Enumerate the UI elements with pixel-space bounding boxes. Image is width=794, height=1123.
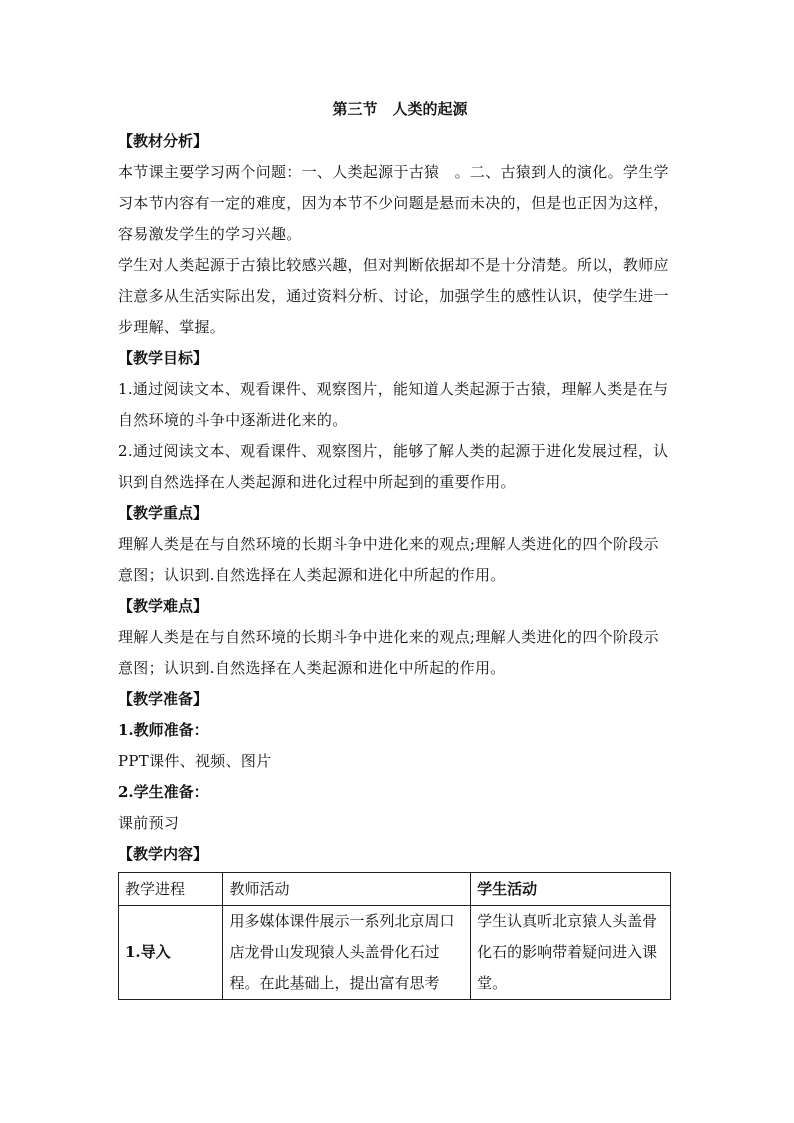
row-teacher-activity: 用多媒体课件展示一系列北京周口店龙骨山发现猿人头盖骨化石过程。在此基础上，提出富有思考 xyxy=(223,906,471,1000)
heading-preparation: 【教学准备】 xyxy=(118,690,209,708)
heading-goals: 【教学目标】 xyxy=(118,349,209,367)
lesson-title: 第三节 人类的起源 xyxy=(332,100,468,118)
key-points-text: 理解人类是在与自然环境的长期斗争中进化来的观点;理解人类进化的四个阶段示意图；认识到.自然选择在人类起源和进化中所起的作用。 xyxy=(118,535,659,584)
heading-key-points: 【教学重点】 xyxy=(118,504,209,522)
student-prep-text: 课前预习 xyxy=(118,814,180,832)
header-student: 学生活动 xyxy=(471,873,671,906)
row-student-activity: 学生认真听北京猿人头盖骨化石的影响带着疑问进入课堂。 xyxy=(471,906,671,1000)
analysis-paragraph-1: 本节课主要学习两个问题：一、人类起源于古猿 。二、古猿到人的演化。学生学习本节内容有一定的难度，因为本节不少问题是悬而未决的，但是也正因为这样，容易激发学生的学习兴趣。 xyxy=(118,163,669,243)
goal-2: 2.通过阅读文本、观看课件、观察图片，能够了解人类的起源于进化发展过程，认识到自然选择在人类起源和进化过程中所起到的重要作用。 xyxy=(118,442,669,491)
analysis-paragraph-2: 学生对人类起源于古猿比较感兴趣，但对判断依据却不是十分清楚。所以，教师应注意多从生活实际出发，通过资料分析、讨论，加强学生的感性认识，使学生进一步理解、掌握。 xyxy=(118,256,669,336)
row-stage: 1.导入 xyxy=(119,906,223,1000)
teacher-prep-label: 1.教师准备： xyxy=(118,721,209,739)
table-row xyxy=(119,906,671,1000)
heading-content: 【教学内容】 xyxy=(118,845,209,863)
lesson-content-table xyxy=(118,872,671,1000)
heading-analysis: 【教材分析】 xyxy=(118,132,209,150)
heading-difficulties: 【教学难点】 xyxy=(118,597,209,615)
difficulties-text: 理解人类是在与自然环境的长期斗争中进化来的观点;理解人类进化的四个阶段示意图；认识到.自然选择在人类起源和进化中所起的作用。 xyxy=(118,628,659,677)
header-stage: 教学进程 xyxy=(119,873,223,906)
teacher-prep-text: PPT课件、视频、图片 xyxy=(118,752,272,770)
header-teacher: 教师活动 xyxy=(223,873,471,906)
goal-1: 1.通过阅读文本、观看课件、观察图片，能知道人类起源于古猿，理解人类是在与自然环境的斗争中逐渐进化来的。 xyxy=(118,380,669,429)
student-prep-label: 2.学生准备： xyxy=(118,783,209,801)
document-page xyxy=(118,96,674,1000)
table-header-row xyxy=(119,873,671,906)
